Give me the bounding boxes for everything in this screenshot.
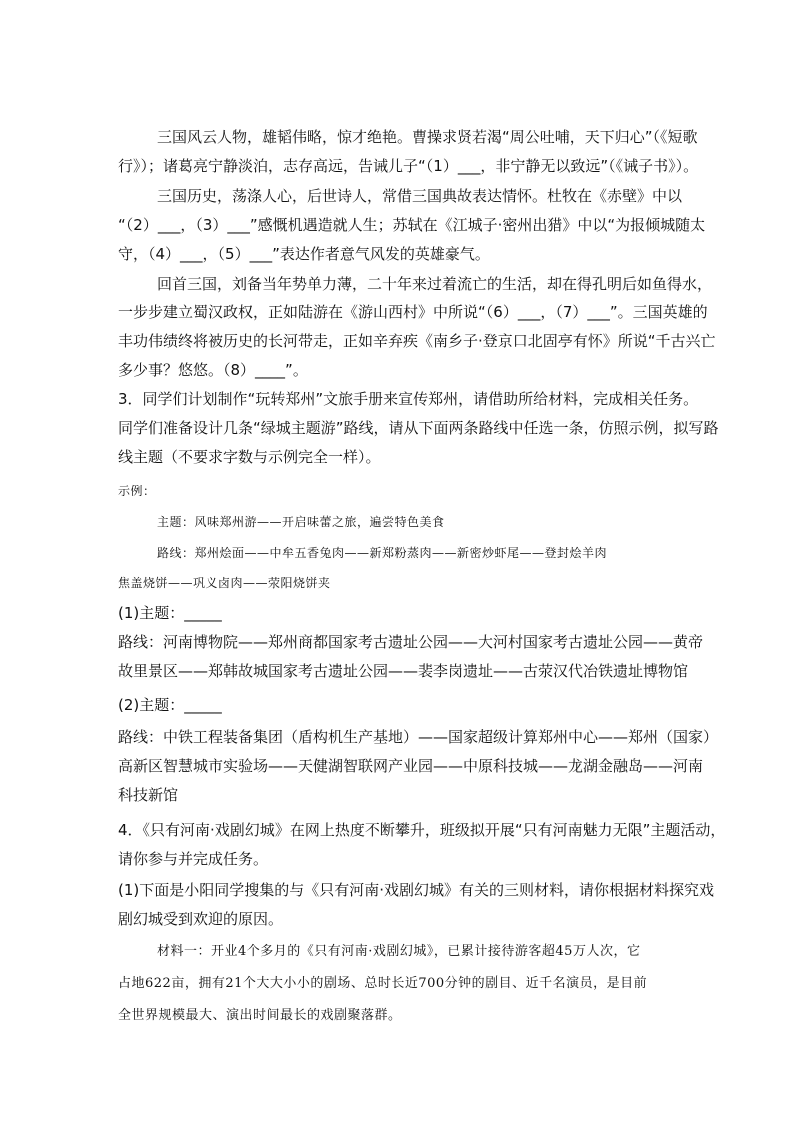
material1-line1: 材料一：开业4个多月的《只有河南·戏剧幻城》，已累计接待游客超45万人次，它	[157, 944, 641, 959]
example-route-line1: 路线：郑州烩面——中牟五香兔肉——新郑粉蒸肉——新密炒虾尾——登封烩羊肉	[157, 546, 608, 560]
paragraph2-line1: 三国历史，荡涤人心，后世诗人，常借三国典故表达情怀。杜牧在《赤壁》中以	[157, 187, 683, 205]
paragraph2-line2: “（2）___，（3）___”感慨机遇造就人生；苏轼在《江城子·密州出猎》中以“为报倾城随太	[118, 216, 706, 234]
paragraph3-line1: 回首三国，刘备当年势单力薄，二十年来过着流亡的生活，却在得孔明后如鱼得水，	[157, 275, 713, 293]
paragraph3-line3: 丰功伟绩终将被历史的长河带走，正如辛弃疾《南乡子·登京口北固亭有怀》所说“千古兴亡	[118, 332, 716, 350]
q1-route-line2: 故里景区——郑韩故城国家考古遗址公园——裴李岗遗址——古荥汉代冶铁遗址博物馆	[118, 662, 689, 680]
question4-sub1-line1: (1)下面是小阳同学搜集的与《只有河南·戏剧幻城》有关的三则材料，请你根据材料探究戏	[118, 881, 715, 899]
question4-heading-line2: 请你参与并完成任务。	[118, 850, 269, 868]
material1-line3: 全世界规模最大、演出时间最长的戏剧聚落群。	[118, 1008, 402, 1023]
q2-theme: (2)主题：_____	[118, 696, 222, 714]
example-route-line2: 焦盖烧饼——巩义卤肉——荥阳烧饼夹	[118, 576, 331, 590]
paragraph3-line4: 多少事？悠悠。（8）____”。	[118, 361, 308, 379]
example-theme: 主题：风味郑州游——开启味蕾之旅，遍尝特色美食	[157, 515, 445, 529]
q2-route-line3: 科技新馆	[118, 786, 179, 804]
question3-heading: 3．同学们计划制作“玩转郑州”文旅手册来宣传郑州，请借助所给材料，完成相关任务。	[118, 390, 699, 408]
q2-route-line2: 高新区智慧城市实验场——天健湖智联网产业园——中原科技城——龙湖金融岛——河南	[118, 757, 704, 775]
q2-route-line1: 路线：中铁工程装备集团（盾构机生产基地）——国家超级计算郑州中心——郑州（国家）	[118, 728, 719, 746]
question4-heading-line1: 4．《只有河南·戏剧幻城》在网上热度不断攀升，班级拟开展“只有河南魅力无限”主题活动，	[118, 821, 726, 839]
question3-intro-line1: 同学们准备设计几条“绿城主题游”路线，请从下面两条路线中任选一条，仿照示例，拟写路	[118, 419, 719, 437]
material1-line2: 占地622亩，拥有21个大大小小的剧场、总时长近700分钟的剧目、近千名演员，是目前	[118, 976, 648, 991]
q1-theme: (1)主题：_____	[118, 604, 222, 622]
q1-route-line1: 路线：河南博物院——郑州商都国家考古遗址公园——大河村国家考古遗址公园——黄帝	[118, 633, 704, 651]
paragraph3-line2: 一步步建立蜀汉政权，正如陆游在《游山西村》中所说“（6）___，（7）___”。三国英雄的	[118, 303, 708, 321]
question4-sub1-line2: 剧幻城受到欢迎的原因。	[118, 910, 284, 928]
example-label: 示例：	[118, 484, 156, 498]
paragraph2-line3: 守，（4）___，（5）___”表达作者意气风发的英雄豪气。	[118, 245, 490, 263]
question3-intro-line2: 线主题（不要求字数与示例完全一样）。	[118, 448, 381, 466]
paragraph1-line1: 三国风云人物，雄韬伟略，惊才绝艳。曹操求贤若渴“周公吐哺，天下归心”（《短歌	[157, 128, 698, 146]
paragraph1-line2: 行》）；诸葛亮宁静淡泊，志存高远，告诫儿子“（1）___，非宁静无以致远”（《诫子书》）。	[118, 157, 699, 175]
